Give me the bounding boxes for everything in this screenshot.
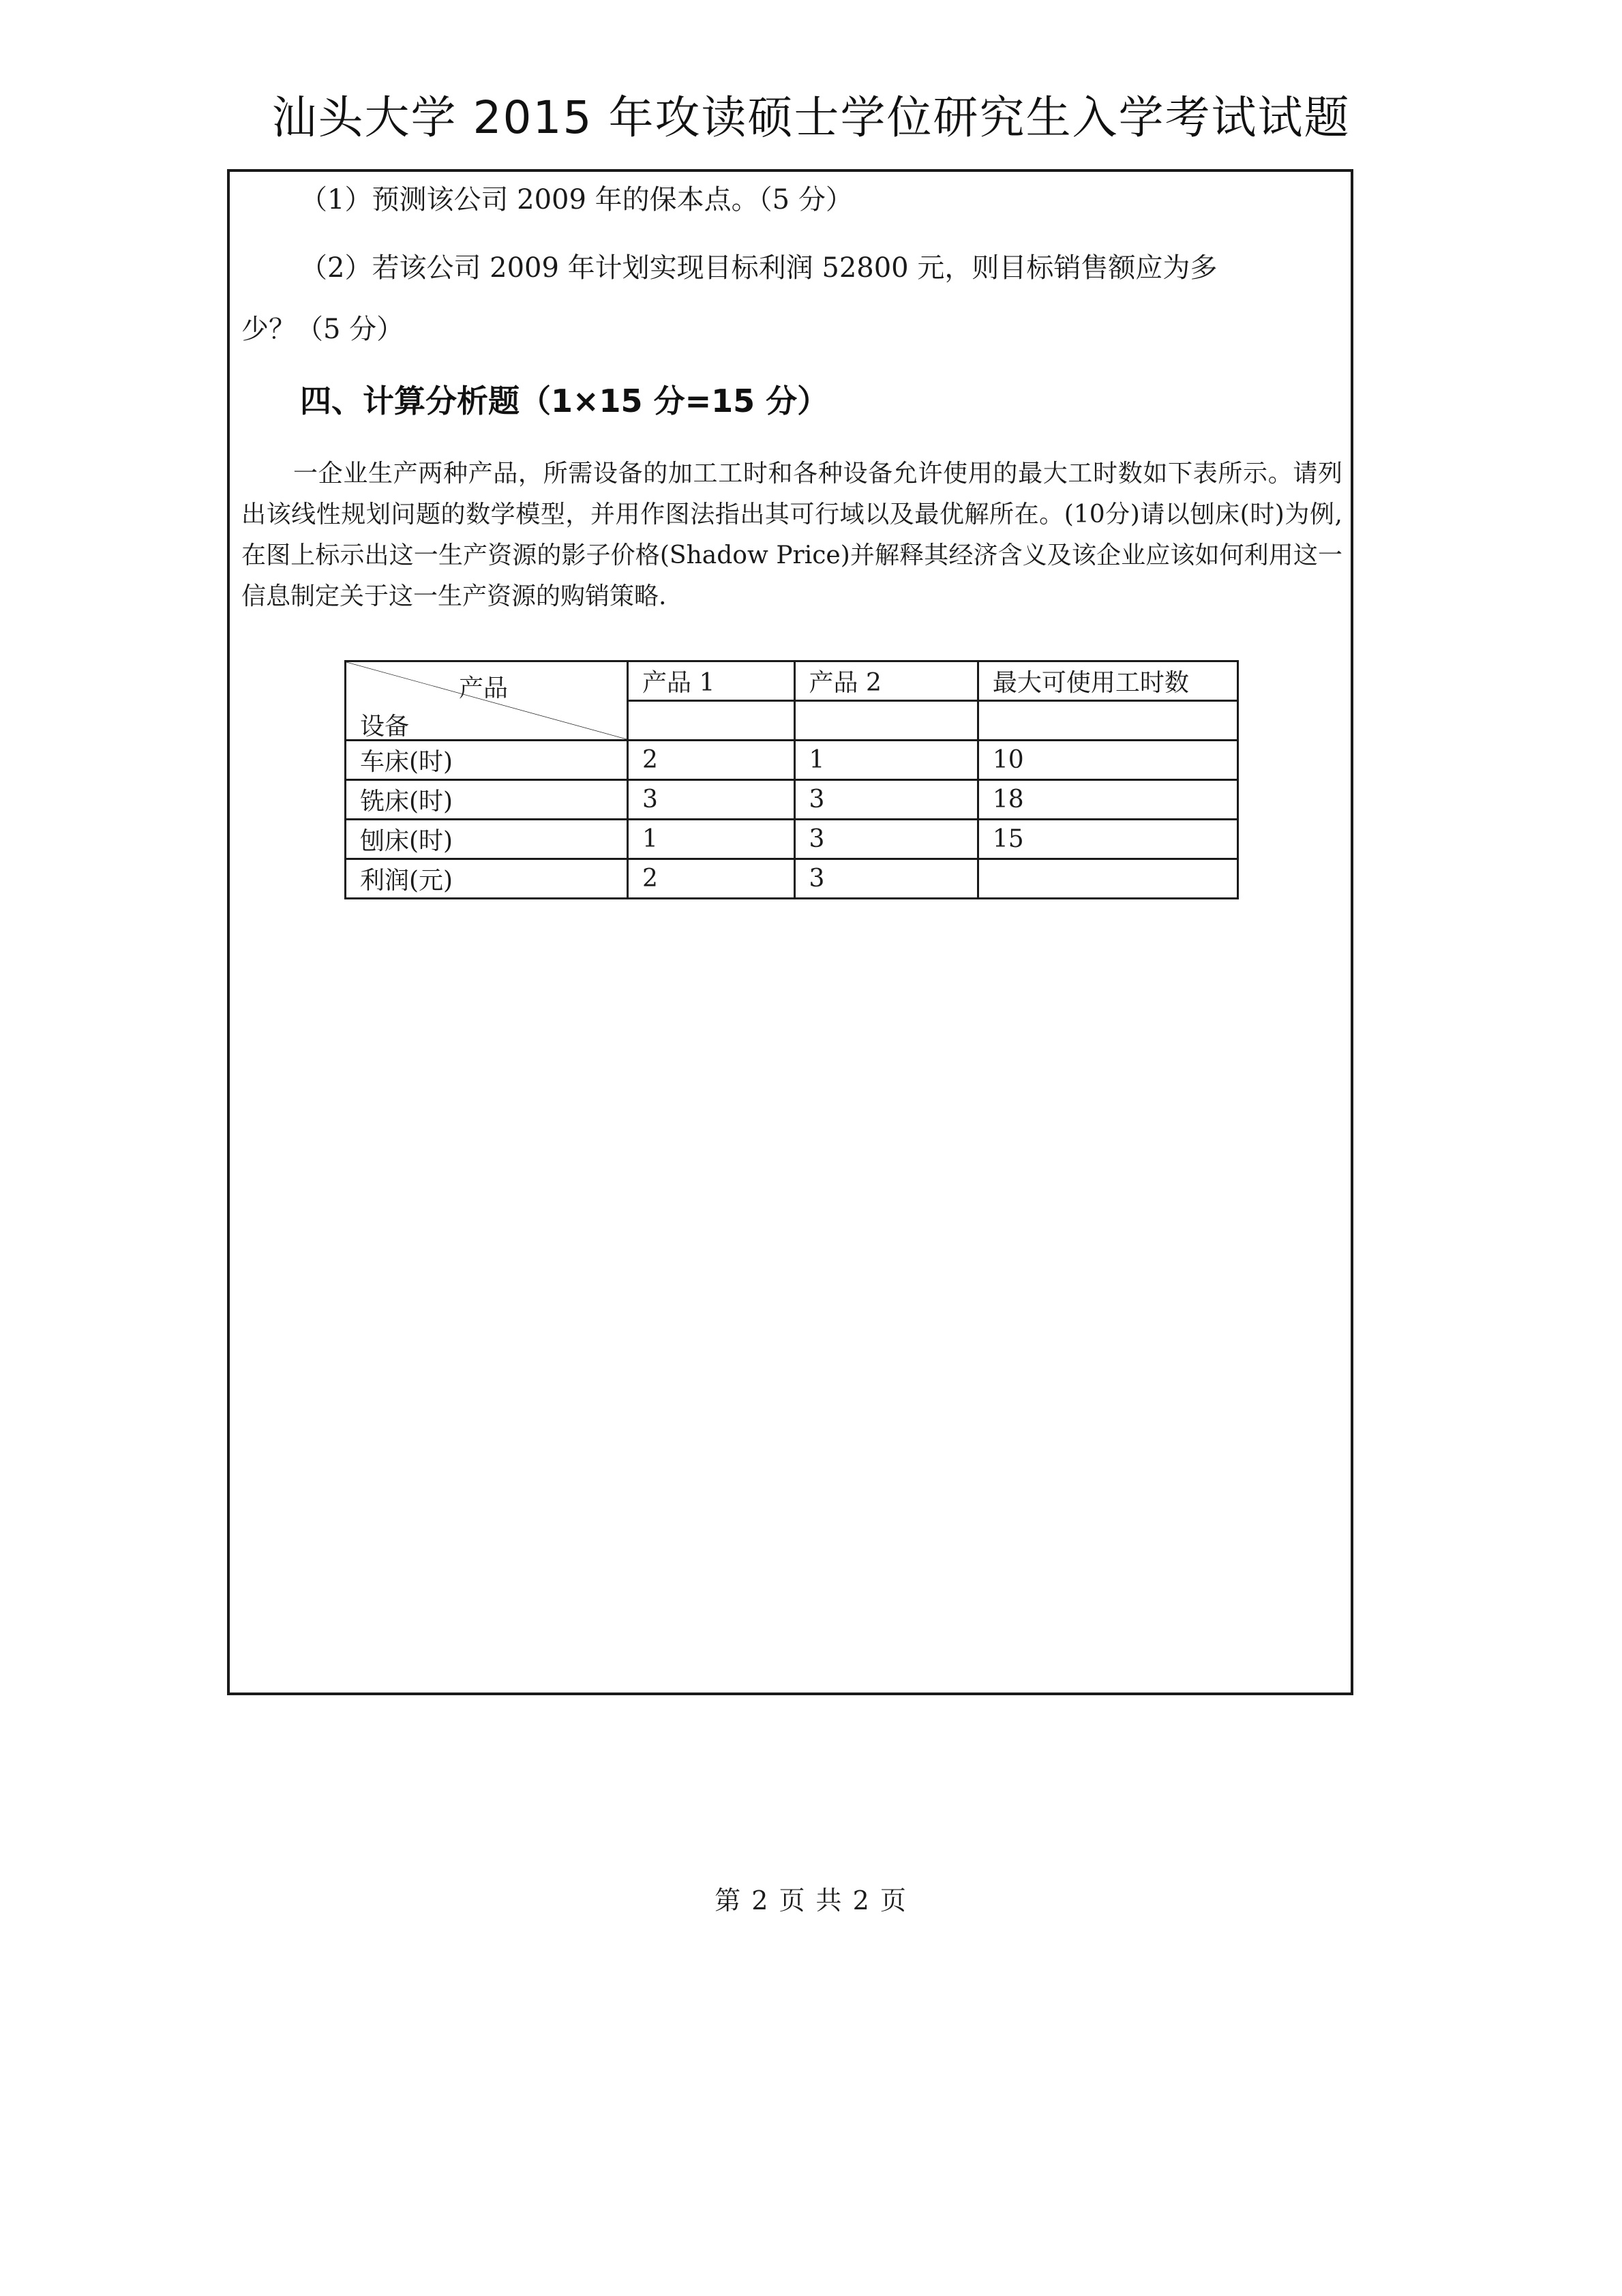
table-cell: 2	[628, 859, 794, 899]
table-empty-cell	[628, 701, 794, 741]
table-header-cell: 产品 1	[628, 661, 794, 701]
row-label: 车床(时)	[346, 741, 628, 780]
table-cell: 3	[794, 780, 978, 820]
table-cell: 15	[978, 820, 1237, 859]
table-header-row	[346, 661, 1238, 701]
table-header-cell: 最大可使用工时数	[978, 661, 1237, 701]
question-1: （1）预测该公司 2009 年的保本点。（5 分）	[300, 184, 853, 215]
table-row	[346, 780, 1238, 820]
corner-label-product: 产品	[459, 674, 509, 702]
row-label: 刨床(时)	[346, 820, 628, 859]
page-number: 第 2 页 共 2 页	[715, 1885, 907, 1915]
table-cell: 3	[794, 859, 978, 899]
table-cell: 1	[794, 741, 978, 780]
table-cell: 10	[978, 741, 1237, 780]
table-row	[346, 741, 1238, 780]
row-label: 利润(元)	[346, 859, 628, 899]
corner-label-equipment: 设备	[360, 713, 410, 741]
row-label: 铣床(时)	[346, 780, 628, 820]
exam-title: 汕头大学 2015 年攻读硕士学位研究生入学考试试题	[271, 91, 1351, 144]
question-2-line-2: 少？（5 分）	[241, 314, 404, 345]
table-header-cell: 产品 2	[794, 661, 978, 701]
table-empty-cell	[978, 701, 1237, 741]
question-2-line-1: （2）若该公司 2009 年计划实现目标利润 52800 元，则目标销售额应为多	[300, 252, 1218, 284]
table-cell	[978, 859, 1237, 899]
section-four-heading: 四、计算分析题（1×15 分=15 分）	[300, 383, 829, 419]
problem-statement: 一企业生产两种产品，所需设备的加工工时和各种设备允许使用的最大工时数如下表所示。请列出该线性规划问题的数学模型，并用作图法指出其可行域以及最优解所在。(10分)请以刨床(时)为例,在图上标示出这一生产资源的影子价格(Shadow Price)并解释其经济含义及该企业应该如何利用这一信息制定关于这一生产资源的购销策略.	[241, 460, 1342, 610]
table-cell: 2	[628, 741, 794, 780]
equipment-hours-table	[344, 660, 1239, 899]
table-cell: 1	[628, 820, 794, 859]
table-cell: 3	[628, 780, 794, 820]
table-cell: 3	[794, 820, 978, 859]
table-row	[346, 820, 1238, 859]
table-cell: 18	[978, 780, 1237, 820]
table-empty-cell	[794, 701, 978, 741]
table-corner-cell	[346, 661, 628, 741]
table-row	[346, 859, 1238, 899]
